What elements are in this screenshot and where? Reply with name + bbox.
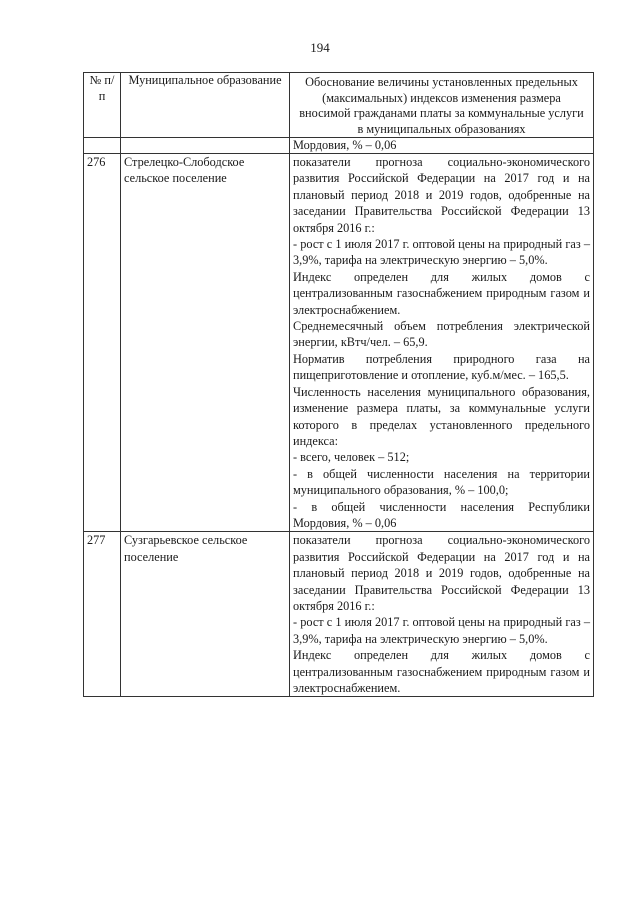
header-municipality: Муниципальное образование bbox=[121, 73, 290, 138]
justification-paragraph: - рост с 1 июля 2017 г. оптовой цены на природный газ – 3,9%, тарифа на электрическую энергию – 5,0%. bbox=[293, 615, 590, 646]
header-justification: Обоснование величины установленных предельных (максимальных) индексов изменения размера вносимой гражданами платы за коммунальные услуги в муниципальных образованиях bbox=[290, 73, 594, 138]
row-number: 277 bbox=[84, 532, 121, 697]
table-row-277 bbox=[84, 532, 594, 697]
row-municipality: Стрелецко-Слободское сельское поселение bbox=[121, 154, 290, 532]
table-header-row bbox=[84, 73, 594, 138]
table-row-276 bbox=[84, 154, 594, 532]
justification-paragraph: - рост с 1 июля 2017 г. оптовой цены на природный газ – 3,9%, тарифа на электрическую энергию – 5,0%. bbox=[293, 237, 590, 268]
continuation-row bbox=[84, 138, 594, 154]
row-municipality: Сузгарьевское сельское поселение bbox=[121, 532, 290, 697]
indices-table bbox=[83, 72, 594, 697]
justification-paragraph: Индекс определен для жилых домов с централизованным газоснабжением природным газом и электроснабжением. bbox=[293, 648, 590, 695]
header-number: № п/п bbox=[84, 73, 121, 138]
justification-paragraph: Индекс определен для жилых домов с централизованным газоснабжением природным газом и электроснабжением. bbox=[293, 269, 590, 317]
justification-paragraph: - в общей численности населения на территории муниципального образования, % – 100,0; bbox=[293, 466, 590, 498]
justification-paragraph: показатели прогноза социально-экономического развития Российской Федерации на 2017 год и на плановый период 2018 и 2019 годов, одобренные на заседании Правительства Российской Федерации 13 октября 2016 г.: bbox=[293, 533, 590, 613]
page-number: 194 bbox=[310, 40, 330, 55]
continuation-text: Мордовия, % – 0,06 bbox=[290, 138, 594, 154]
justification-paragraph: показатели прогноза социально-экономического развития Российской Федерации на 2017 год и на плановый период 2018 и 2019 годов, одобренные на заседании Правительства Российской Федерации 13 октября 2016 г.: bbox=[293, 155, 590, 235]
justification-paragraph: - в общей численности населения Республики Мордовия, % – 0,06 bbox=[293, 499, 590, 530]
row-number: 276 bbox=[84, 154, 121, 532]
justification-paragraph: - всего, человек – 512; bbox=[293, 450, 410, 465]
justification-paragraph: Численность населения муниципального образования, изменение размера платы, за коммунальные услуги которого в пределах установленного предельного индекса: bbox=[293, 384, 590, 448]
continuation-municipality-cell bbox=[121, 138, 290, 154]
justification-paragraph: Среднемесячный объем потребления электрической энергии, кВтч/чел. – 65,9. bbox=[293, 319, 590, 350]
row-justification bbox=[290, 154, 594, 532]
row-justification bbox=[290, 532, 594, 697]
continuation-number-cell bbox=[84, 138, 121, 154]
justification-paragraph: Норматив потребления природного газа на пищеприготовление и отопление, куб.м/мес. – 165,5. bbox=[293, 351, 590, 383]
